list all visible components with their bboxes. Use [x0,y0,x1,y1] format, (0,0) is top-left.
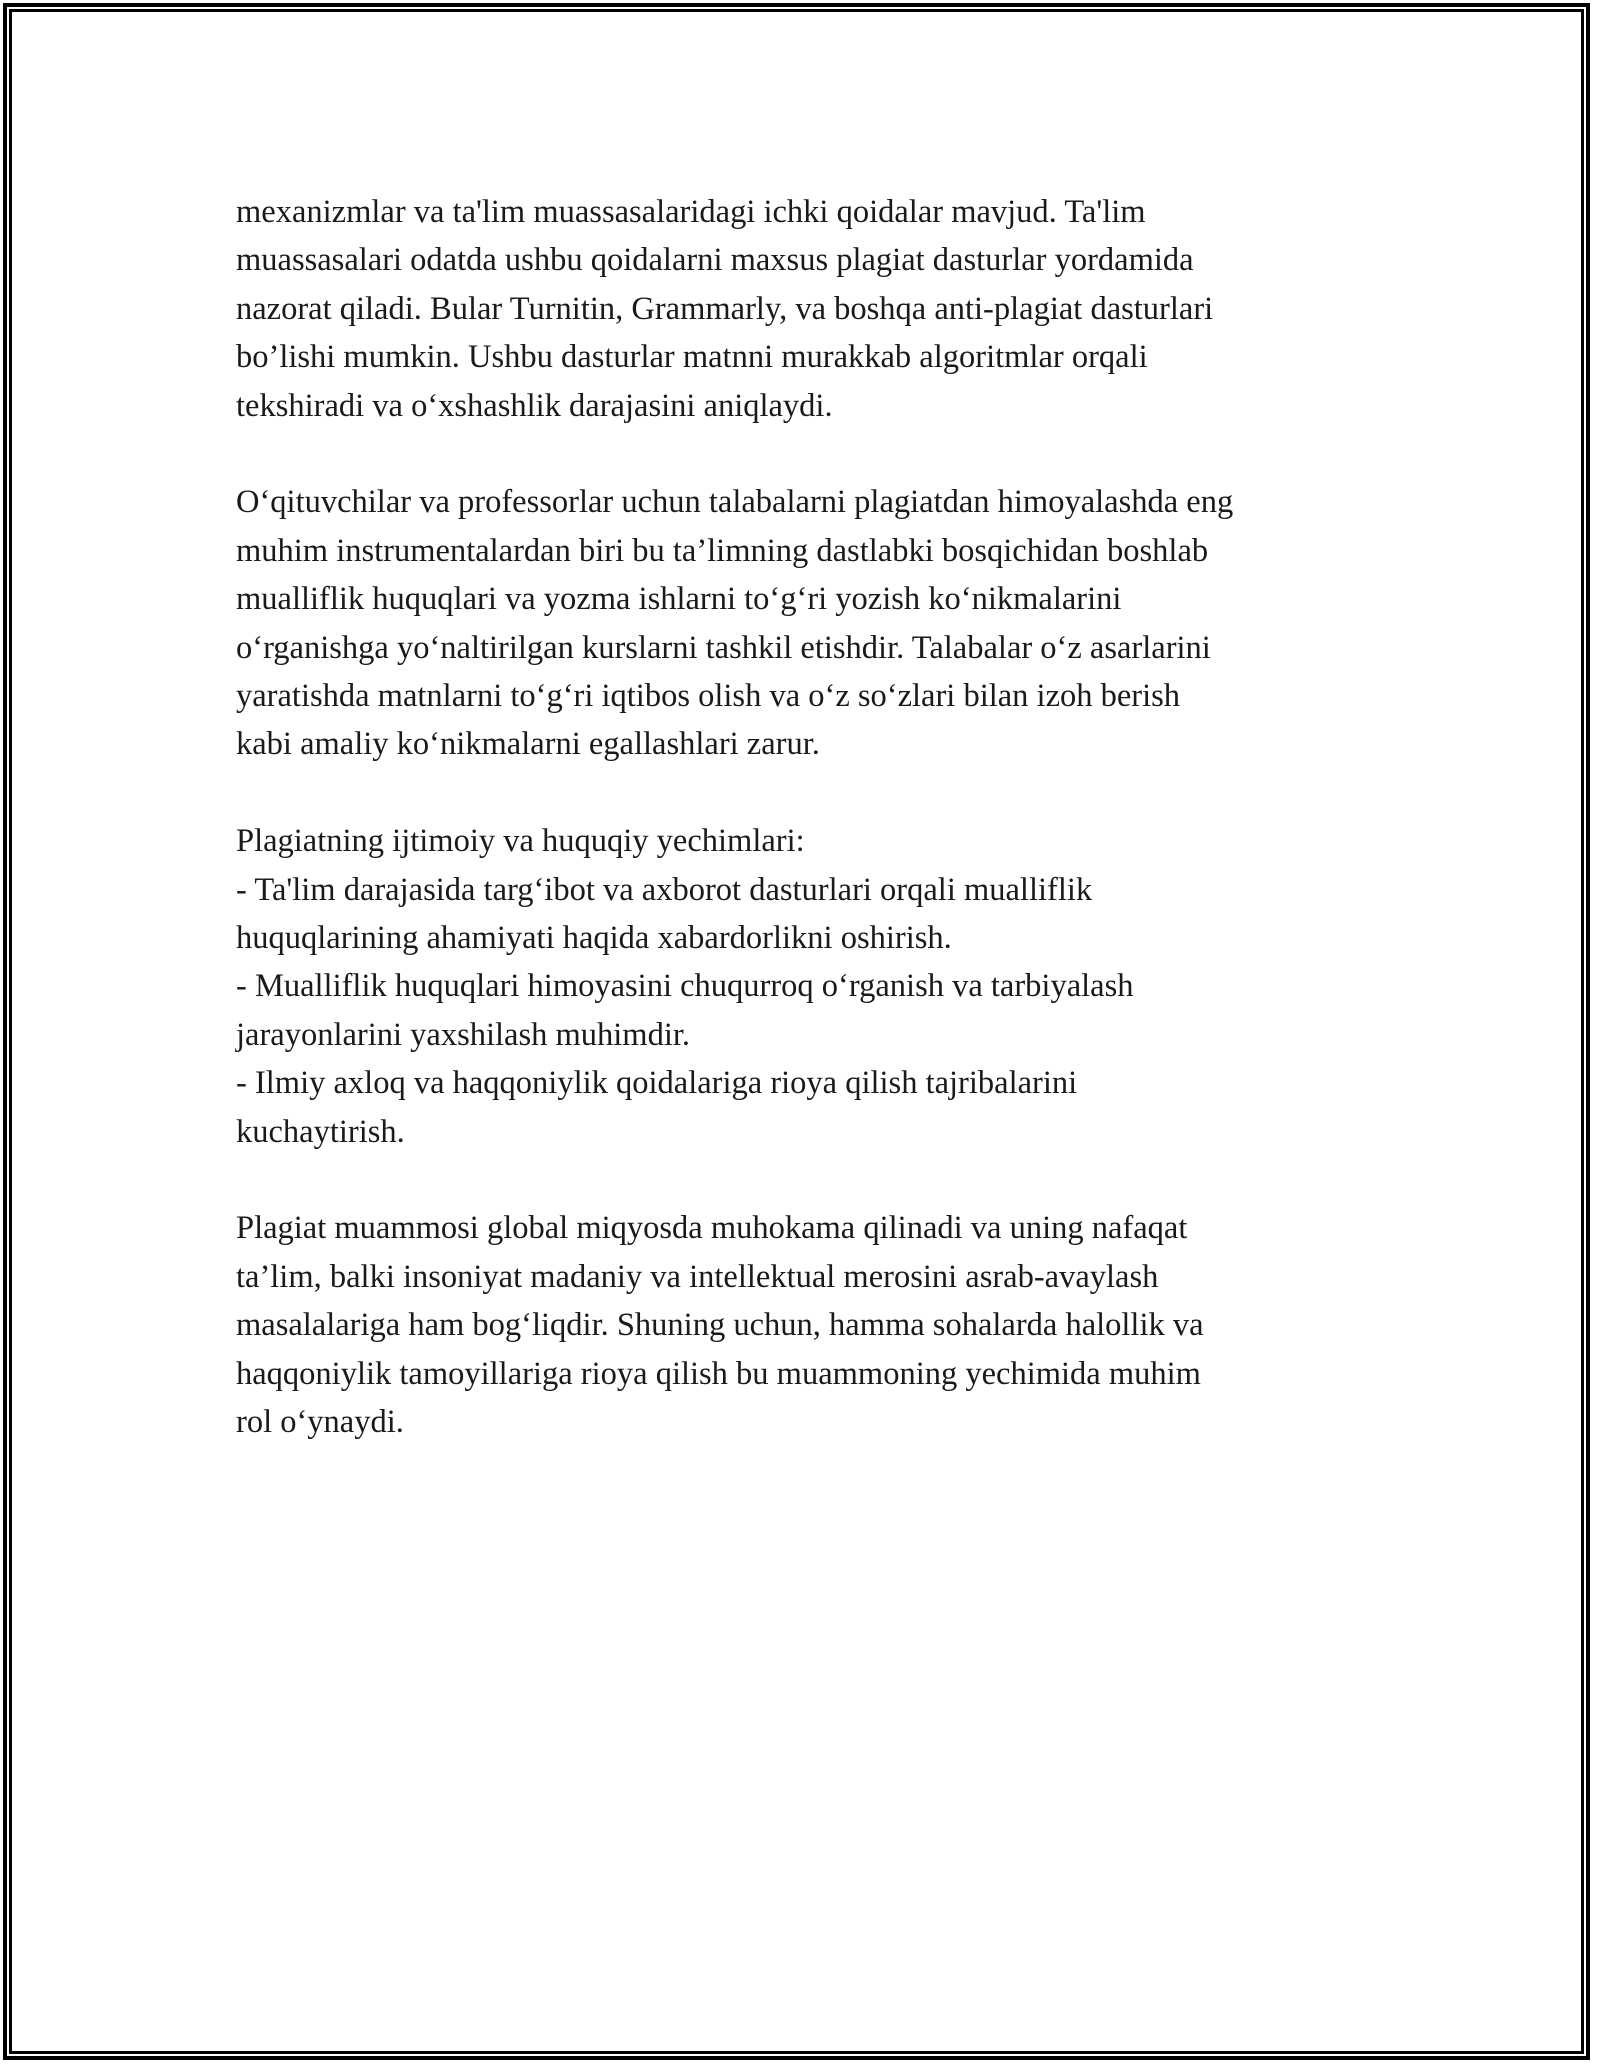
document-body [236,188,1386,1447]
paragraph-global-problem: Plagiat muammosi global miqyosda muhokama qilinadi va uning nafaqat ta’lim, balki insoniyat madaniy va intellektual merosini asrab-avaylash masalalariga ham bog‘liqdir. Shuning uchun, hamma sohalarda halollik va haqqoniylik tamoyillariga rioya qilish bu muammoning yechimida muhim rol o‘ynaydi. [236,1210,1204,1441]
paragraph-social-legal-solutions: Plagiatning ijtimoiy va huquqiy yechimlari: - Ta'lim darajasida targ‘ibot va axborot dasturlari orqali mualliflik huquqlarining ahamiyati haqida xabardorlikni oshirish. - Mualliflik huquqlari himoyasini chuqurroq o‘rganish va tarbiyalash jarayonlarini yaxshilash muhimdir. - Ilmiy axloq va haqqoniylik qoidalariga rioya qilish tajribalarini kuchaytirish. [236,823,1134,1150]
paragraph-plagiarism-software: mexanizmlar va ta'lim muassasalaridagi ichki qoidalar mavjud. Ta'lim muassasalari odatda ushbu qoidalarni maxsus plagiat dasturlar yordamida nazorat qiladi. Bular Turnitin, Grammarly, va boshqa anti-plagiat dasturlari bo’lishi mumkin. Ushbu dasturlar matnni murakkab algoritmlar orqali tekshiradi va o‘xshashlik darajasini aniqlaydi. [236,194,1214,424]
paragraph-teachers-role: O‘qituvchilar va professorlar uchun talabalarni plagiatdan himoyalashda eng muhim instrumentalardan biri bu ta’limning dastlabki bosqichidan boshlab mualliflik huquqlari va yozma ishlarni to‘g‘ri yozish ko‘nikmalarini o‘rganishga yo‘naltirilgan kurslarni tashkil etishdir. Talabalar o‘z asarlarini yaratishda matnlarni to‘g‘ri iqtibos olish va o‘z so‘zlari bilan izoh berish kabi amaliy ko‘nikmalarni egallashlari zarur. [236,484,1234,763]
